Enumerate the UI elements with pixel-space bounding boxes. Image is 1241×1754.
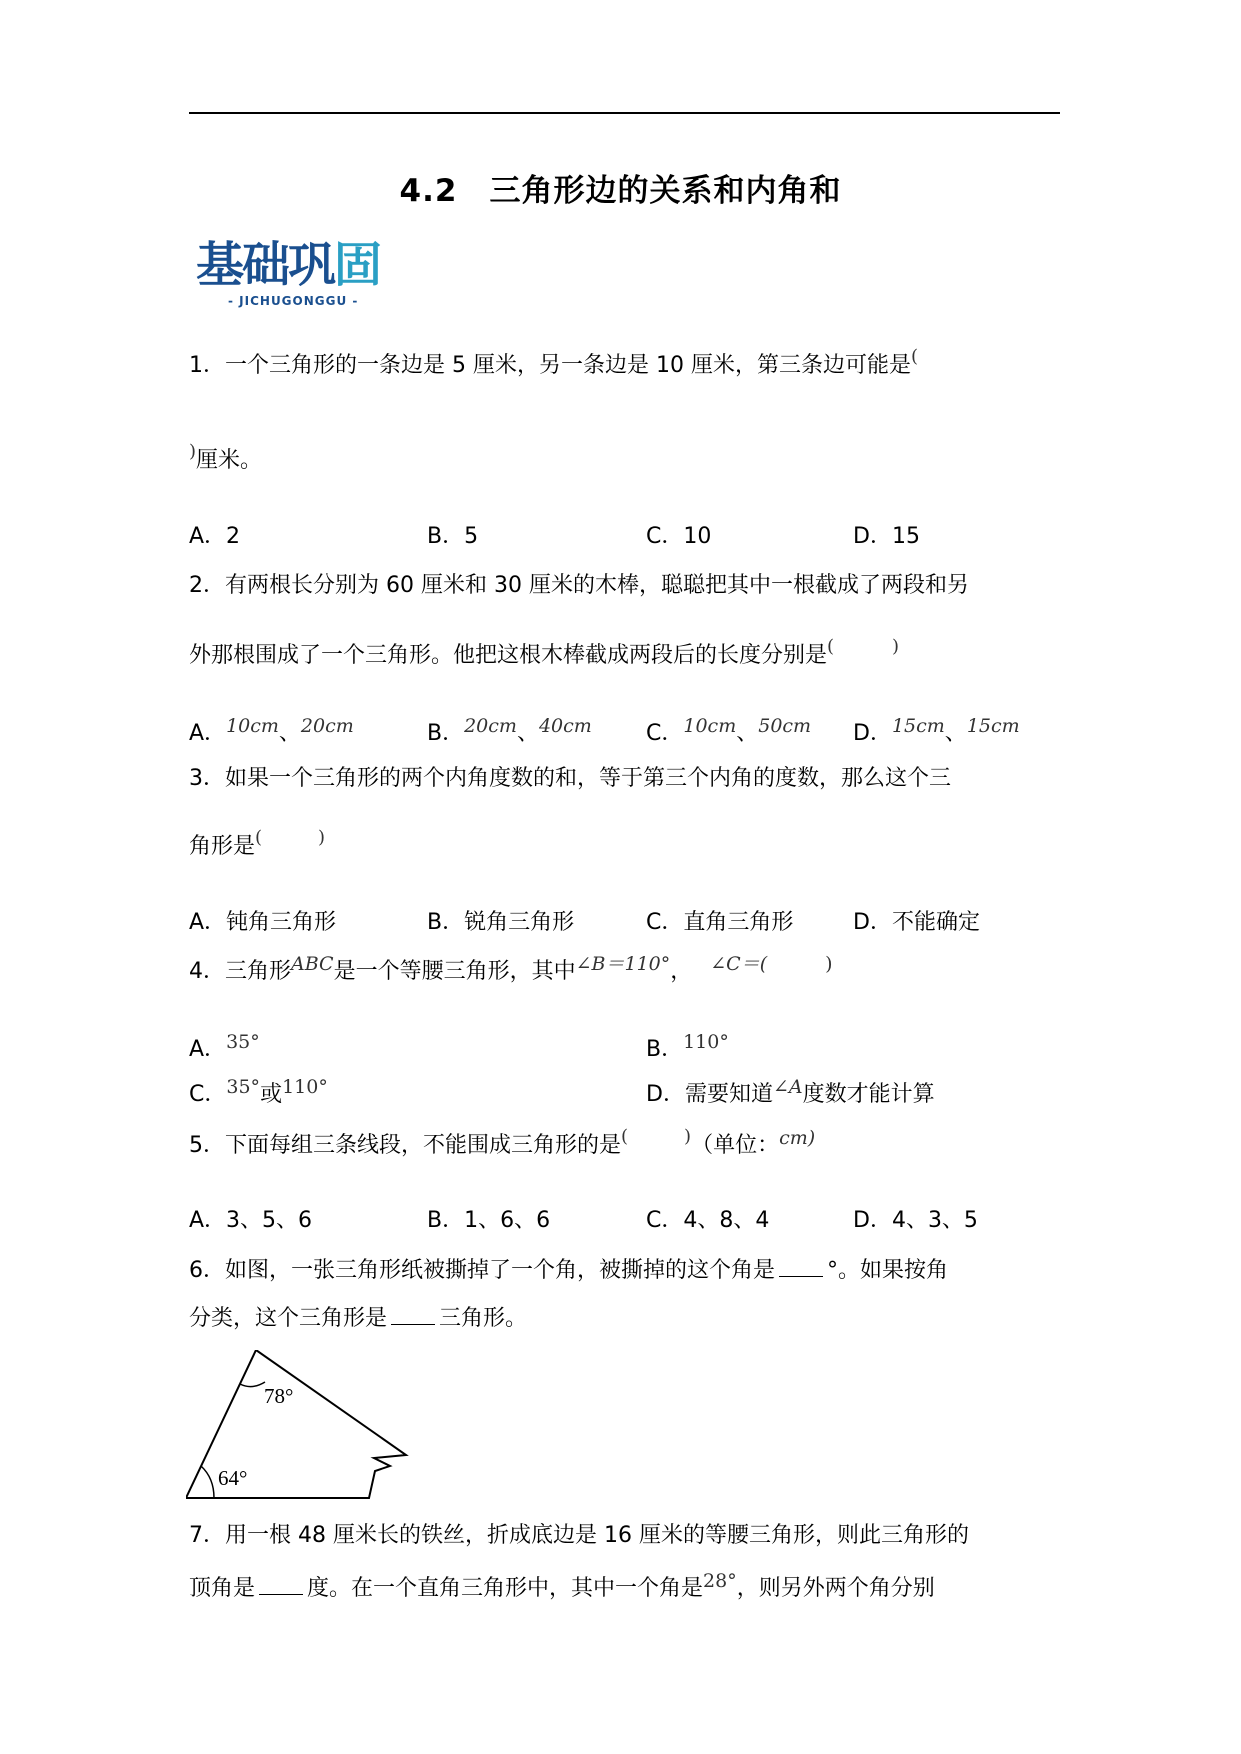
q4-option-b[interactable]: B．110° [646,1031,729,1062]
q7-blank-1[interactable] [259,1572,303,1595]
q2-line-2: 外那根围成了一个三角形。他把这根木棒截成两段后的长度分别是( ) [189,636,900,668]
q7-line-2: 顶角是 度。在一个直角三角形中，其中一个角是28°，则另外两个角分别 [189,1570,935,1601]
q1-option-a[interactable]: A．2 [189,524,241,549]
q5-option-b[interactable]: B．1、6、6 [427,1208,551,1233]
top-angle-label: 78° [264,1384,294,1408]
q1-option-b[interactable]: B．5 [427,524,479,549]
q2-option-c[interactable]: C．10cm、50cm [646,715,812,746]
logo-subtitle: - JICHUGONGGU - [228,294,359,308]
q2-option-b[interactable]: B．20cm、40cm [427,715,592,746]
q2-option-a[interactable]: A．10cm、20cm [189,715,354,746]
torn-triangle-figure [186,1350,416,1510]
q2-option-d[interactable]: D．15cm、15cm [853,715,1020,746]
q6-blank-2[interactable] [391,1302,435,1325]
q3-option-b[interactable]: B．锐角三角形 [427,910,575,935]
q1-text: 1．一个三角形的一条边是 5 厘米，另一条边是 10 厘米，第三条边可能是( [189,346,918,378]
q2-line-1: 2．有两根长分别为 60 厘米和 30 厘米的木棒，聪聪把其中一根截成了两段和另 [189,573,969,598]
q5-text: 5．下面每组三条线段，不能围成三角形的是( )（单位：cm) [189,1126,816,1158]
page-title: 4.2 三角形边的关系和内角和 [399,173,842,209]
q5-option-d[interactable]: D．4、3、5 [853,1208,978,1233]
q6-line-1: 6．如图，一张三角形纸被撕掉了一个角，被撕掉的这个角是 °。如果按角 [189,1254,948,1285]
left-angle-label: 64° [218,1466,248,1490]
q4-option-a[interactable]: A．35° [189,1031,260,1062]
logo-main-text: 基础巩固 [196,237,381,293]
q5-option-c[interactable]: C．4、8、4 [646,1208,770,1233]
q1-continuation: )厘米。 [189,441,263,473]
q3-option-d[interactable]: D．不能确定 [853,910,980,935]
q7-line-1: 7．用一根 48 厘米长的铁丝，折成底边是 16 厘米的等腰三角形，则此三角形的 [189,1523,969,1548]
q6-blank-1[interactable] [779,1254,823,1277]
left-angle-arc [201,1466,214,1498]
q3-option-a[interactable]: A．钝角三角形 [189,910,337,935]
q3-line-2: 角形是( ) [189,827,326,859]
q4-option-d[interactable]: D．需要知道∠A度数才能计算 [646,1076,935,1107]
q5-option-a[interactable]: A．3、5、6 [189,1208,313,1233]
q1-option-d[interactable]: D．15 [853,524,920,549]
q6-line-2: 分类，这个三角形是 三角形。 [189,1302,527,1333]
q3-line-1: 3．如果一个三角形的两个内角度数的和，等于第三个内角的度数，那么这个三 [189,766,951,791]
q4-option-c[interactable]: C．35°或110° [189,1076,328,1107]
q1-option-c[interactable]: C．10 [646,524,712,549]
top-angle-arc [240,1382,265,1387]
header-rule [189,112,1060,114]
section-logo [196,236,416,310]
q4-text: 4．三角形ABC是一个等腰三角形，其中∠B＝110°， ∠C＝( ) [189,953,833,984]
q3-option-c[interactable]: C．直角三角形 [646,910,794,935]
